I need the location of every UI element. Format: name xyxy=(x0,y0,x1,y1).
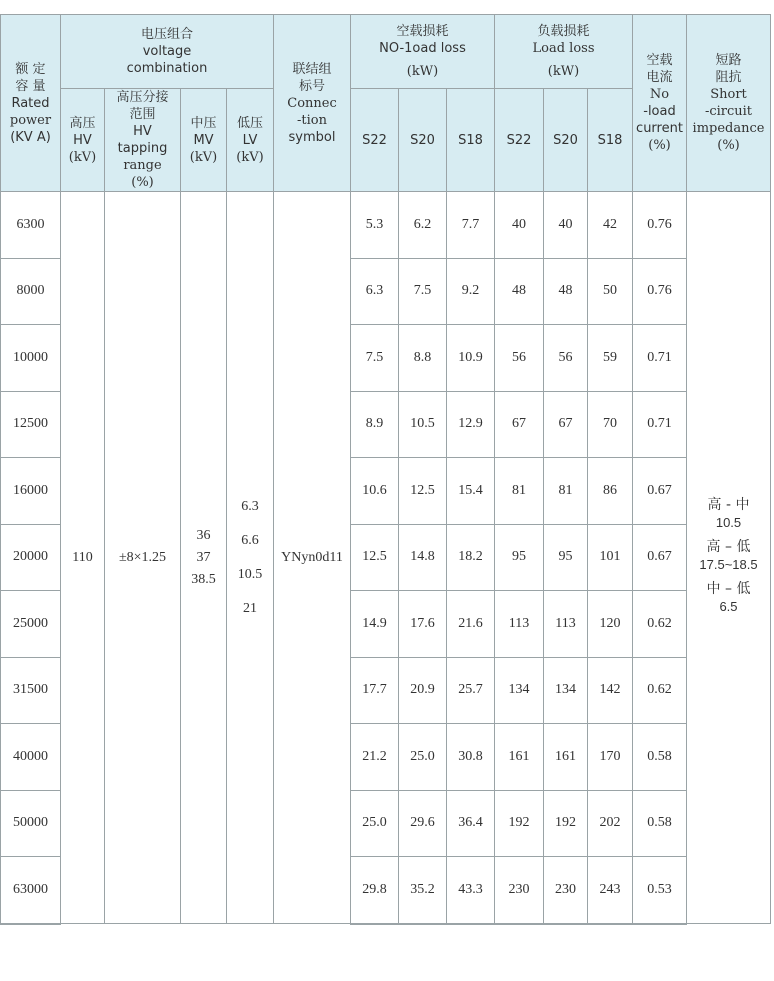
cell-noload-loss: 12.5 xyxy=(351,524,399,591)
cell-noload-loss: 8.8 xyxy=(399,325,447,392)
cell-rated-power: 20000 xyxy=(1,524,61,591)
cell-load-loss: 230 xyxy=(495,857,544,924)
header-lv: 低压 LV (kV) xyxy=(227,89,274,192)
cell-noload-current: 0.62 xyxy=(633,591,687,658)
cell-noload-current: 0.58 xyxy=(633,790,687,857)
header-voltage-combination: 电压组合 voltage combination xyxy=(61,15,274,89)
cell-load-loss: 56 xyxy=(544,325,588,392)
cell-noload-loss: 29.6 xyxy=(399,790,447,857)
transformer-spec-table xyxy=(0,14,771,925)
cell-rated-power: 8000 xyxy=(1,258,61,325)
cell-noload-loss: 18.2 xyxy=(447,524,495,591)
cell-noload-loss: 20.9 xyxy=(399,657,447,724)
cell-rated-power: 12500 xyxy=(1,391,61,458)
cell-noload-loss: 30.8 xyxy=(447,724,495,791)
cell-rated-power: 16000 xyxy=(1,458,61,525)
cell-load-loss: 101 xyxy=(588,524,633,591)
cell-noload-current: 0.67 xyxy=(633,458,687,525)
cell-load-loss: 81 xyxy=(495,458,544,525)
cell-load-loss: 40 xyxy=(544,192,588,259)
table-body xyxy=(1,192,771,924)
cell-noload-current: 0.67 xyxy=(633,524,687,591)
cell-load-loss: 142 xyxy=(588,657,633,724)
header-noload-loss: 空载损耗 NO-1oad loss (kW) xyxy=(351,15,495,89)
cell-rated-power: 40000 xyxy=(1,724,61,791)
cell-noload-loss: 10.6 xyxy=(351,458,399,525)
cell-load-loss: 81 xyxy=(544,458,588,525)
cell-noload-loss: 25.7 xyxy=(447,657,495,724)
cell-noload-loss: 7.5 xyxy=(399,258,447,325)
cell-load-loss: 134 xyxy=(544,657,588,724)
cell-load-loss: 40 xyxy=(495,192,544,259)
cell-load-loss: 42 xyxy=(588,192,633,259)
cell-rated-power: 25000 xyxy=(1,591,61,658)
cell-noload-loss: 25.0 xyxy=(351,790,399,857)
cell-noload-loss: 29.8 xyxy=(351,857,399,924)
cell-noload-current: 0.71 xyxy=(633,391,687,458)
cell-rated-power: 63000 xyxy=(1,857,61,924)
cell-hv: 110 xyxy=(61,192,105,924)
cell-load-loss: 67 xyxy=(495,391,544,458)
table-header xyxy=(1,15,771,192)
cell-load-loss: 48 xyxy=(495,258,544,325)
cell-load-loss: 113 xyxy=(495,591,544,658)
header-connection-symbol: 联结组 标号 Connec -tion symbol xyxy=(274,15,351,192)
cell-noload-current: 0.62 xyxy=(633,657,687,724)
cell-noload-loss: 14.9 xyxy=(351,591,399,658)
cell-load-loss: 202 xyxy=(588,790,633,857)
subheader-s18: S18 xyxy=(447,89,495,192)
cell-noload-loss: 17.6 xyxy=(399,591,447,658)
subheader-s20: S20 xyxy=(544,89,588,192)
subheader-s22: S22 xyxy=(351,89,399,192)
cell-load-loss: 192 xyxy=(495,790,544,857)
cell-load-loss: 67 xyxy=(544,391,588,458)
cell-noload-loss: 8.9 xyxy=(351,391,399,458)
cell-noload-loss: 9.2 xyxy=(447,258,495,325)
cell-noload-current: 0.76 xyxy=(633,258,687,325)
cell-load-loss: 86 xyxy=(588,458,633,525)
subheader-s20: S20 xyxy=(399,89,447,192)
cell-connection-symbol: YNyn0d11 xyxy=(274,192,351,924)
header-mv: 中压 MV (kV) xyxy=(181,89,227,192)
cell-noload-loss: 10.9 xyxy=(447,325,495,392)
cell-rated-power: 50000 xyxy=(1,790,61,857)
cell-load-loss: 161 xyxy=(544,724,588,791)
cell-load-loss: 161 xyxy=(495,724,544,791)
cell-noload-loss: 17.7 xyxy=(351,657,399,724)
cell-noload-loss: 6.3 xyxy=(351,258,399,325)
cell-load-loss: 48 xyxy=(544,258,588,325)
cell-noload-loss: 10.5 xyxy=(399,391,447,458)
cell-noload-loss: 6.2 xyxy=(399,192,447,259)
cell-rated-power: 31500 xyxy=(1,657,61,724)
cell-noload-loss: 25.0 xyxy=(399,724,447,791)
cell-load-loss: 95 xyxy=(495,524,544,591)
table-row xyxy=(1,192,771,259)
cell-load-loss: 243 xyxy=(588,857,633,924)
header-noload-current: 空载 电流 No -load current (%) xyxy=(633,15,687,192)
cell-noload-loss: 5.3 xyxy=(351,192,399,259)
cell-noload-loss: 7.7 xyxy=(447,192,495,259)
cell-noload-loss: 14.8 xyxy=(399,524,447,591)
cell-load-loss: 70 xyxy=(588,391,633,458)
subheader-s18: S18 xyxy=(588,89,633,192)
cell-load-loss: 113 xyxy=(544,591,588,658)
cell-noload-loss: 21.6 xyxy=(447,591,495,658)
cell-noload-loss: 15.4 xyxy=(447,458,495,525)
cell-noload-loss: 35.2 xyxy=(399,857,447,924)
cell-tapping-range: ±8×1.25 xyxy=(105,192,181,924)
cell-noload-current: 0.76 xyxy=(633,192,687,259)
cell-load-loss: 56 xyxy=(495,325,544,392)
cell-load-loss: 95 xyxy=(544,524,588,591)
cell-load-loss: 50 xyxy=(588,258,633,325)
cell-noload-current: 0.71 xyxy=(633,325,687,392)
cell-rated-power: 6300 xyxy=(1,192,61,259)
cell-noload-loss: 21.2 xyxy=(351,724,399,791)
cell-noload-current: 0.58 xyxy=(633,724,687,791)
cell-noload-loss: 12.5 xyxy=(399,458,447,525)
cell-lv: 6.3 6.6 10.5 21 xyxy=(227,192,274,924)
cell-noload-current: 0.53 xyxy=(633,857,687,924)
cell-load-loss: 230 xyxy=(544,857,588,924)
header-hv: 高压 HV (kV) xyxy=(61,89,105,192)
cell-load-loss: 134 xyxy=(495,657,544,724)
header-impedance: 短路 阻抗 Short -circuit impedance (%) xyxy=(687,15,771,192)
subheader-s22: S22 xyxy=(495,89,544,192)
cell-load-loss: 120 xyxy=(588,591,633,658)
header-load-loss: 负载损耗 Load loss (kW) xyxy=(495,15,633,89)
cell-mv: 36 37 38.5 xyxy=(181,192,227,924)
cell-load-loss: 192 xyxy=(544,790,588,857)
cell-noload-loss: 7.5 xyxy=(351,325,399,392)
cell-rated-power: 10000 xyxy=(1,325,61,392)
header-rated-power: 额 定 容 量 Rated power (KV A) xyxy=(1,15,61,192)
cell-noload-loss: 36.4 xyxy=(447,790,495,857)
cell-load-loss: 59 xyxy=(588,325,633,392)
cell-noload-loss: 12.9 xyxy=(447,391,495,458)
header-tapping-range: 高压分接 范围 HV tapping range (%) xyxy=(105,89,181,192)
cell-noload-loss: 43.3 xyxy=(447,857,495,924)
cell-load-loss: 170 xyxy=(588,724,633,791)
cell-impedance: 高 - 中 10.5 高 – 低 17.5~18.5 中 – 低 6.5 xyxy=(687,192,771,924)
